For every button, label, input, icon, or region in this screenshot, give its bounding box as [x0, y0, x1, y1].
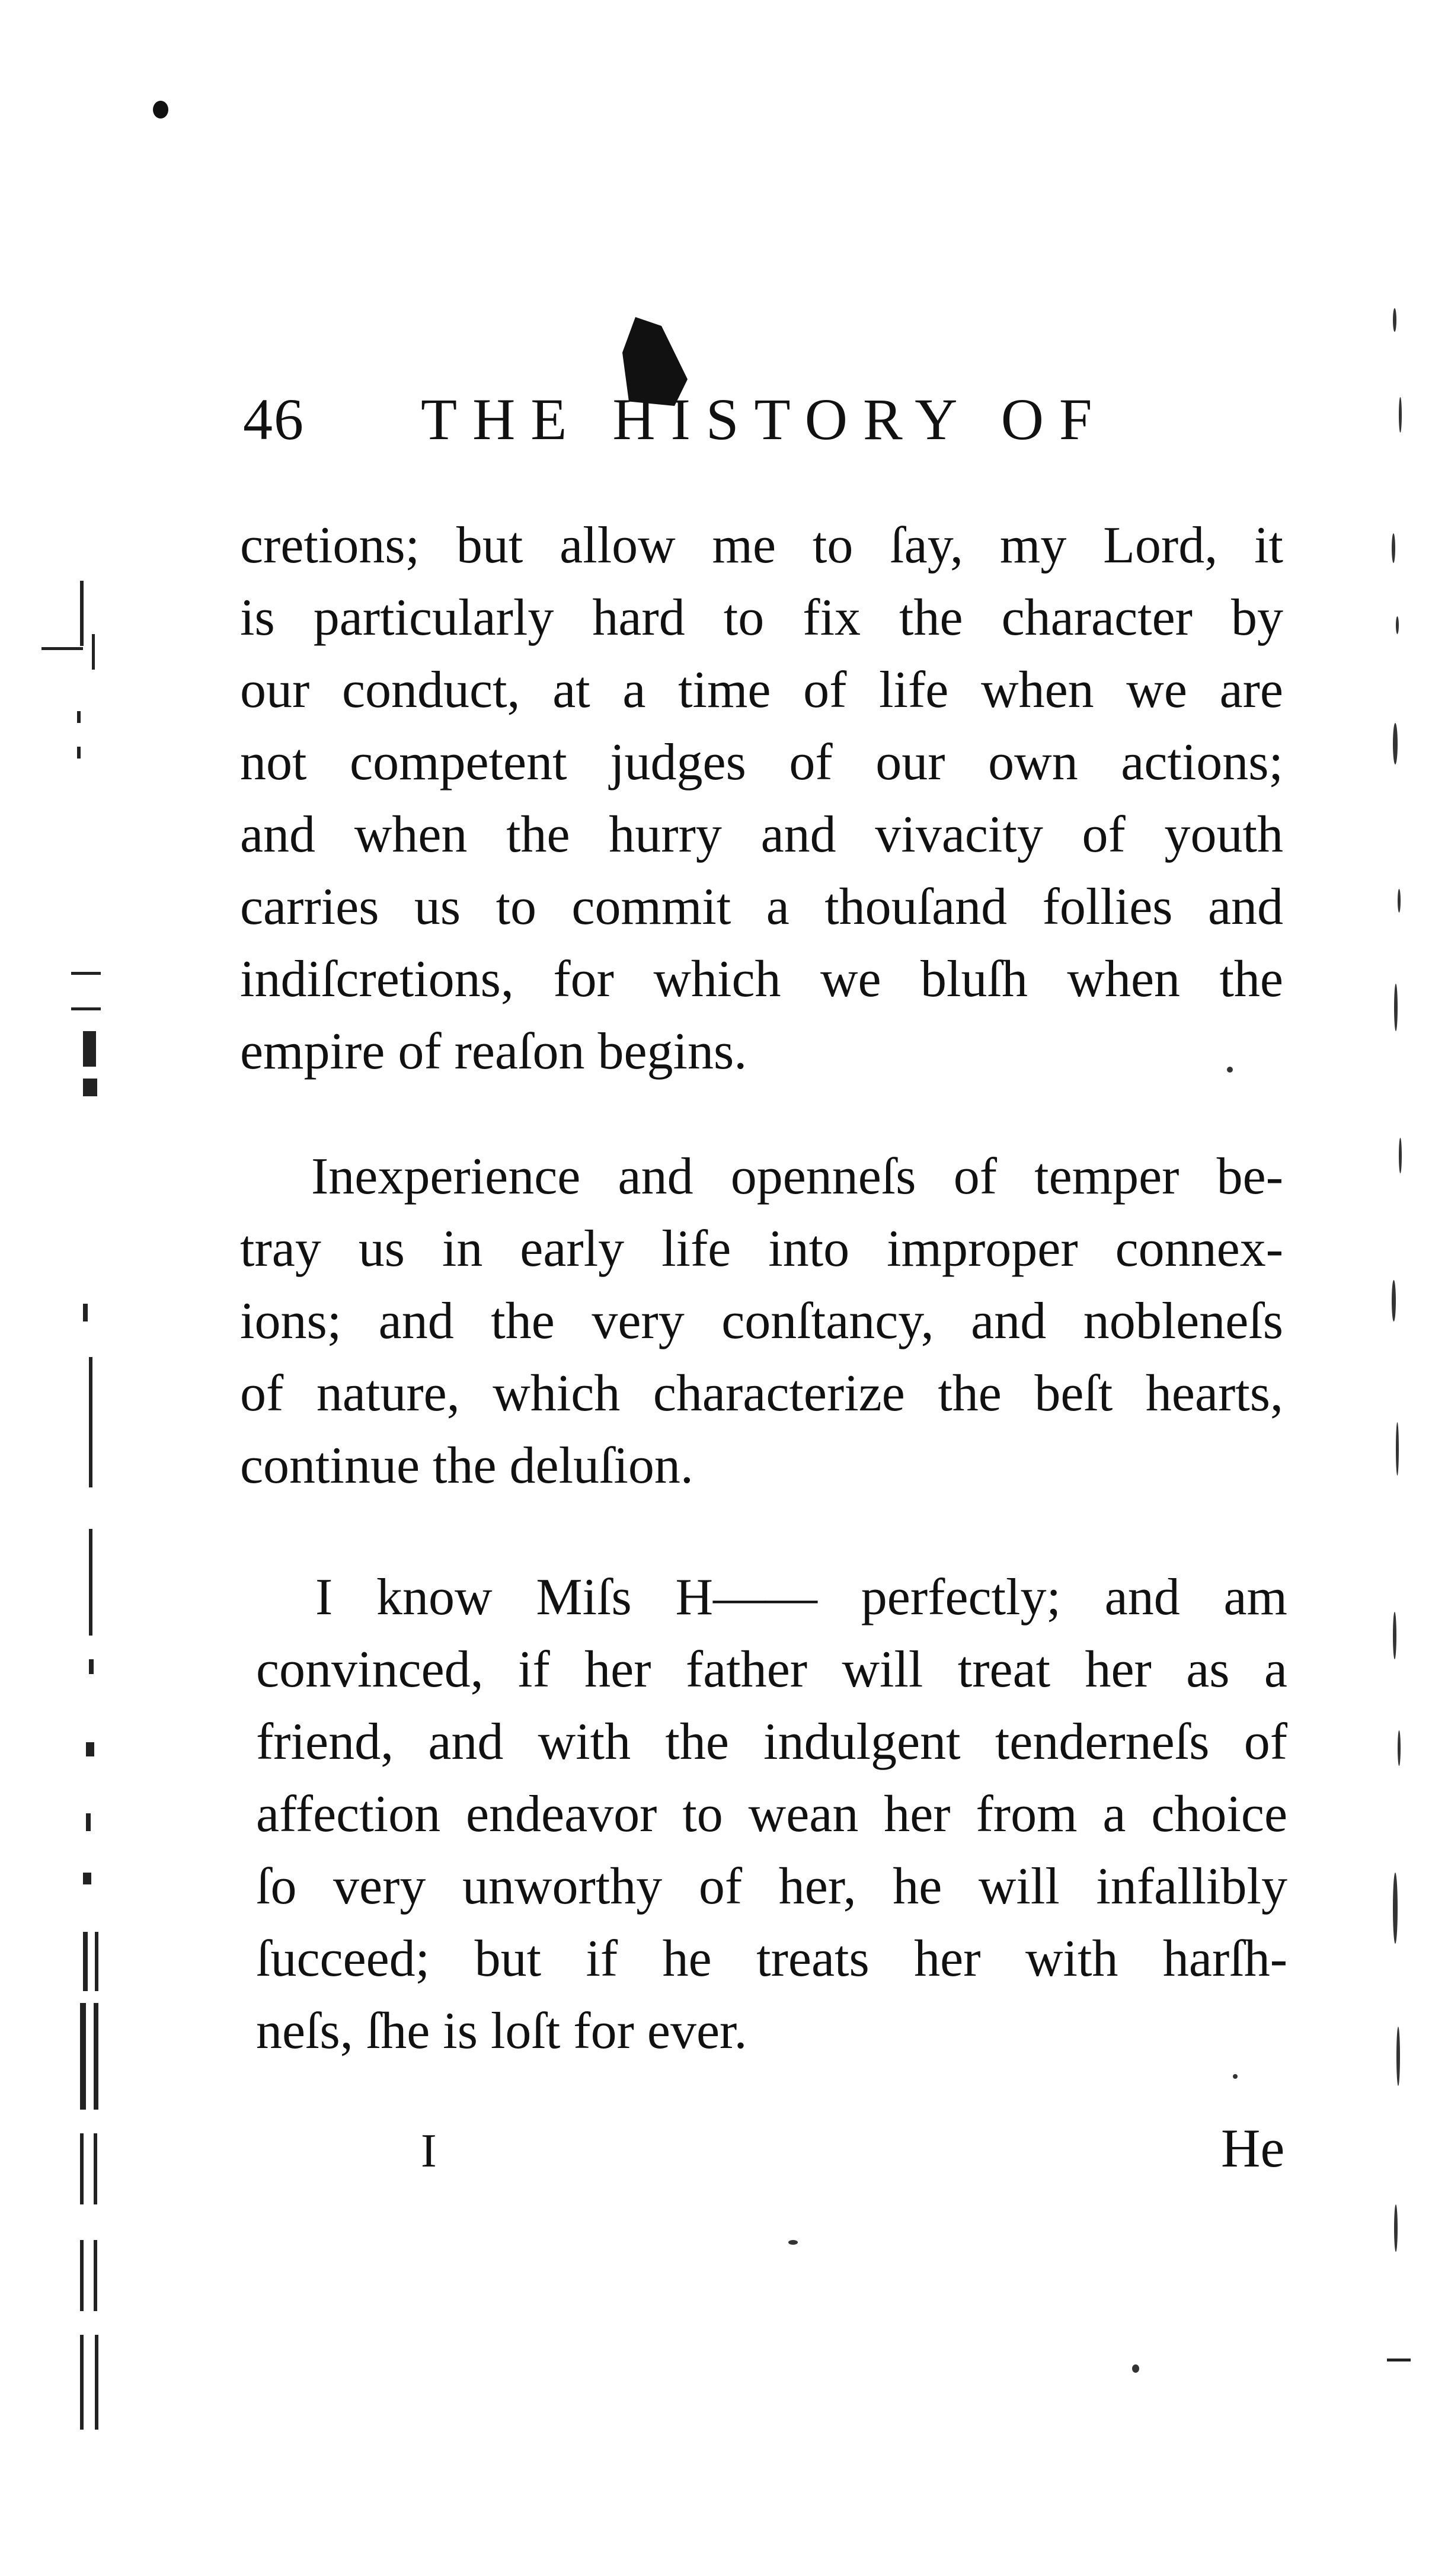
text-line: not competent judges of our own actions;	[240, 734, 1283, 791]
text-line: indiſcretions, for which we bluſh when the	[240, 951, 1283, 1008]
ink-speck	[1132, 2364, 1139, 2373]
text-line: friend, and with the indulgent tenderneſs of	[256, 1713, 1287, 1771]
ink-speck	[788, 2240, 798, 2245]
paragraph-1	[240, 510, 1283, 1088]
text-line: convinced, if her father will treat her as a	[256, 1641, 1287, 1698]
page-number: 46	[243, 386, 305, 452]
text-line: carries us to commit a thouſand follies and	[240, 878, 1283, 936]
text-line: our conduct, at a time of life when we are	[240, 661, 1283, 719]
paragraph-3	[256, 1561, 1287, 2068]
ink-speck	[1233, 2074, 1238, 2079]
text-line: affection endeavor to wean her from a choice	[256, 1785, 1287, 1843]
text-line: ions; and the very conſtancy, and nobleneſs	[240, 1292, 1283, 1350]
text-line: ſucceed; but if he treats her with harſh-	[256, 1930, 1287, 1988]
text-line: empire of reaſon begins.	[240, 1023, 747, 1080]
gutter-shadow-right	[1381, 308, 1428, 2382]
text-line: and when the hurry and vivacity of youth	[240, 806, 1283, 863]
text-line: Inexperience and openneſs of temper be-	[311, 1148, 1283, 1205]
text-line: cretions; but allow me to ſay, my Lord, it	[240, 517, 1283, 574]
paragraph-2	[240, 1141, 1283, 1502]
catchword: He	[1221, 2118, 1285, 2178]
text-line: neſs, ſhe is loſt for ever.	[256, 2002, 747, 2060]
text-line: I know Miſs H—— perfectly; and am	[315, 1569, 1287, 1626]
signature-mark: I	[421, 2125, 437, 2177]
running-head	[243, 384, 1191, 455]
text-line: tray us in early life into improper connex-	[240, 1220, 1283, 1278]
ink-blot-corner	[153, 101, 168, 119]
text-line: is particularly hard to fix the character by	[240, 589, 1283, 647]
gutter-shadow-left	[24, 581, 107, 2477]
text-line: of nature, which characterize the beſt hearts,	[240, 1365, 1283, 1422]
text-line: continue the deluſion.	[240, 1437, 693, 1495]
text-line: ſo very unworthy of her, he will infallibly	[256, 1858, 1287, 1915]
running-title: THE HISTORY OF	[421, 386, 1108, 452]
